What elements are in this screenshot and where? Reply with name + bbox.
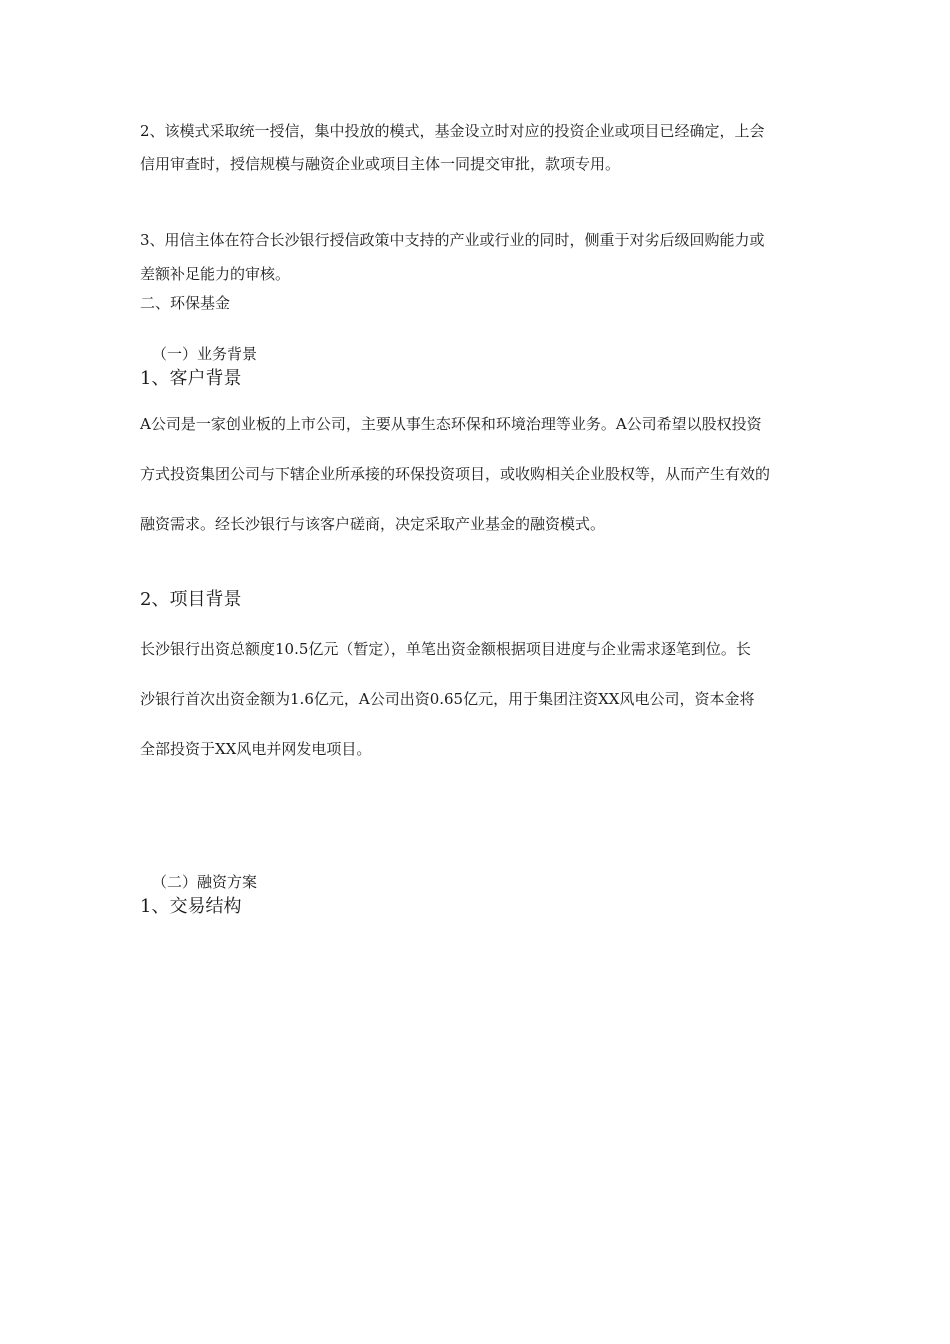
heading-customer-background: 1、客户背景 [140,368,242,389]
project-paragraph-line-1: 长沙银行出资总额度10.5亿元（暂定），单笔出资金额根据项目进度与企业需求逐笔到位。长 [140,640,751,658]
customer-paragraph-line-2: 方式投资集团公司与下辖企业所承接的环保投资项目，或收购相关企业股权等，从而产生有效的 [140,465,771,483]
paragraph-3-line-2: 差额补足能力的审核。 [140,265,291,283]
project-paragraph-line-3: 全部投资于XX风电并网发电项目。 [140,740,372,758]
project-paragraph-line-2: 沙银行首次出资金额为1.6亿元，A公司出资0.65亿元，用于集团注资XX风电公司，资本金将 [140,690,755,708]
paragraph-3-line-1: 3、用信主体在符合长沙银行授信政策中支持的产业或行业的同时，侧重于对劣后级回购能力或 [140,231,765,249]
paragraph-2-line-1: 2、该模式采取统一授信，集中投放的模式，基金设立时对应的投资企业或项目已经确定，上会 [140,122,765,140]
paragraph-2-line-2: 信用审查时，授信规模与融资企业或项目主体一同提交审批，款项专用。 [140,155,621,173]
heading-project-background: 2、项目背景 [140,589,242,610]
customer-paragraph-line-3: 融资需求。经长沙银行与该客户磋商，决定采取产业基金的融资模式。 [140,515,606,533]
customer-paragraph-line-1: A公司是一家创业板的上市公司，主要从事生态环保和环境治理等业务。A公司希望以股权投资 [140,415,762,433]
section-title: 二、环保基金 [140,294,231,312]
subsection-heading-1: （一）业务背景 [152,345,258,363]
heading-transaction-structure: 1、交易结构 [140,896,242,917]
subsection-heading-2: （二）融资方案 [152,873,258,891]
